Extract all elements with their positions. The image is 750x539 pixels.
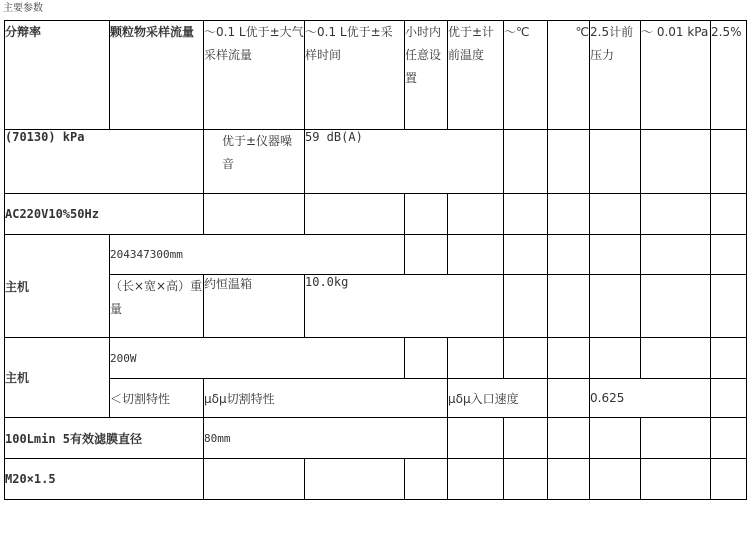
table-cell: [548, 379, 590, 418]
table-cell: 约恒温箱: [204, 275, 305, 338]
table-cell: [641, 194, 711, 235]
table-cell: [504, 459, 548, 500]
table-cell: [405, 338, 448, 379]
table-cell: 0.625: [590, 379, 711, 418]
table-cell: [641, 275, 711, 338]
table-cell: [448, 459, 504, 500]
table-cell: [448, 235, 504, 275]
table-cell: [590, 418, 641, 459]
table-row: [5, 338, 747, 379]
table-cell: [448, 418, 504, 459]
table-cell: AC220V10%50Hz: [5, 194, 204, 235]
table-cell: [711, 275, 747, 338]
header-cell: ～0.1 L优于±大气采样流量: [204, 21, 305, 130]
table-cell: [711, 130, 747, 194]
table-cell: 优于±仪器噪音: [204, 130, 305, 194]
table-row: [5, 235, 747, 275]
table-cell: [548, 235, 590, 275]
table-row-header: [5, 21, 747, 130]
table-cell: [305, 459, 405, 500]
header-cell: 2.5%: [711, 21, 747, 130]
table-cell: [504, 130, 548, 194]
table-cell: [504, 194, 548, 235]
header-cell: 小时内任意设置: [405, 21, 448, 130]
table-cell: 200W: [110, 338, 405, 379]
table-cell: μδμ切割特性: [204, 379, 448, 418]
table-cell: 204347300mm: [110, 235, 405, 275]
table-cell: [548, 418, 590, 459]
header-cell: ～℃: [504, 21, 548, 130]
table-cell: 10.0kg: [305, 275, 504, 338]
table-cell: [504, 418, 548, 459]
table-cell: [548, 194, 590, 235]
table-cell: [641, 130, 711, 194]
table-cell: [405, 235, 448, 275]
table-cell: [548, 130, 590, 194]
table-cell: [504, 235, 548, 275]
section-caption: 主要参数: [3, 3, 43, 14]
table-cell: ＜切割特性: [110, 379, 204, 418]
table-cell: μδμ入口速度: [448, 379, 548, 418]
table-cell: 100Lmin 5有效滤膜直径: [5, 418, 204, 459]
table-row: [5, 194, 747, 235]
header-cell: 优于±计前温度: [448, 21, 504, 130]
header-cell: 颗粒物采样流量: [110, 21, 204, 130]
table-cell: [711, 379, 747, 418]
parameter-table: [4, 20, 747, 500]
table-cell: [504, 275, 548, 338]
table-cell: [590, 338, 641, 379]
table-cell: [405, 459, 448, 500]
table-cell: [548, 275, 590, 338]
table-cell: [641, 235, 711, 275]
table-cell: [711, 194, 747, 235]
table-cell: [448, 338, 504, 379]
table-cell: [204, 194, 305, 235]
table-cell: [448, 194, 504, 235]
table-cell: [548, 459, 590, 500]
table-row: [5, 459, 747, 500]
table-cell: [711, 418, 747, 459]
table-cell: [711, 459, 747, 500]
table-cell: 主机: [5, 338, 110, 418]
table-row: [5, 418, 747, 459]
table-cell: [305, 194, 405, 235]
table-cell: [504, 338, 548, 379]
table-cell: [590, 275, 641, 338]
table-cell: [548, 338, 590, 379]
table-cell: 80mm: [204, 418, 448, 459]
header-cell: ～ 0.01 kPa: [641, 21, 711, 130]
table-cell: 主机: [5, 235, 110, 338]
header-cell: 分辩率: [5, 21, 110, 130]
table-cell: [641, 418, 711, 459]
table-cell: M20×1.5: [5, 459, 204, 500]
table-cell: (70130) kPa: [5, 130, 204, 194]
table-row: [5, 275, 747, 338]
table-row: [5, 379, 747, 418]
table-cell: [711, 235, 747, 275]
table-cell: [590, 194, 641, 235]
table-cell: （长×宽×高）重量: [110, 275, 204, 338]
table-cell: [641, 459, 711, 500]
table-cell: 59 dB(A): [305, 130, 504, 194]
table-cell: [204, 459, 305, 500]
header-cell: ～0.1 L优于±采样时间: [305, 21, 405, 130]
table-cell: [641, 338, 711, 379]
table-cell: [590, 130, 641, 194]
table-cell: [405, 194, 448, 235]
header-cell: ℃: [548, 21, 590, 130]
table-cell: [711, 338, 747, 379]
table-cell: [590, 459, 641, 500]
table-row: [5, 130, 747, 194]
table-cell: [590, 235, 641, 275]
header-cell: 2.5计前压力: [590, 21, 641, 130]
